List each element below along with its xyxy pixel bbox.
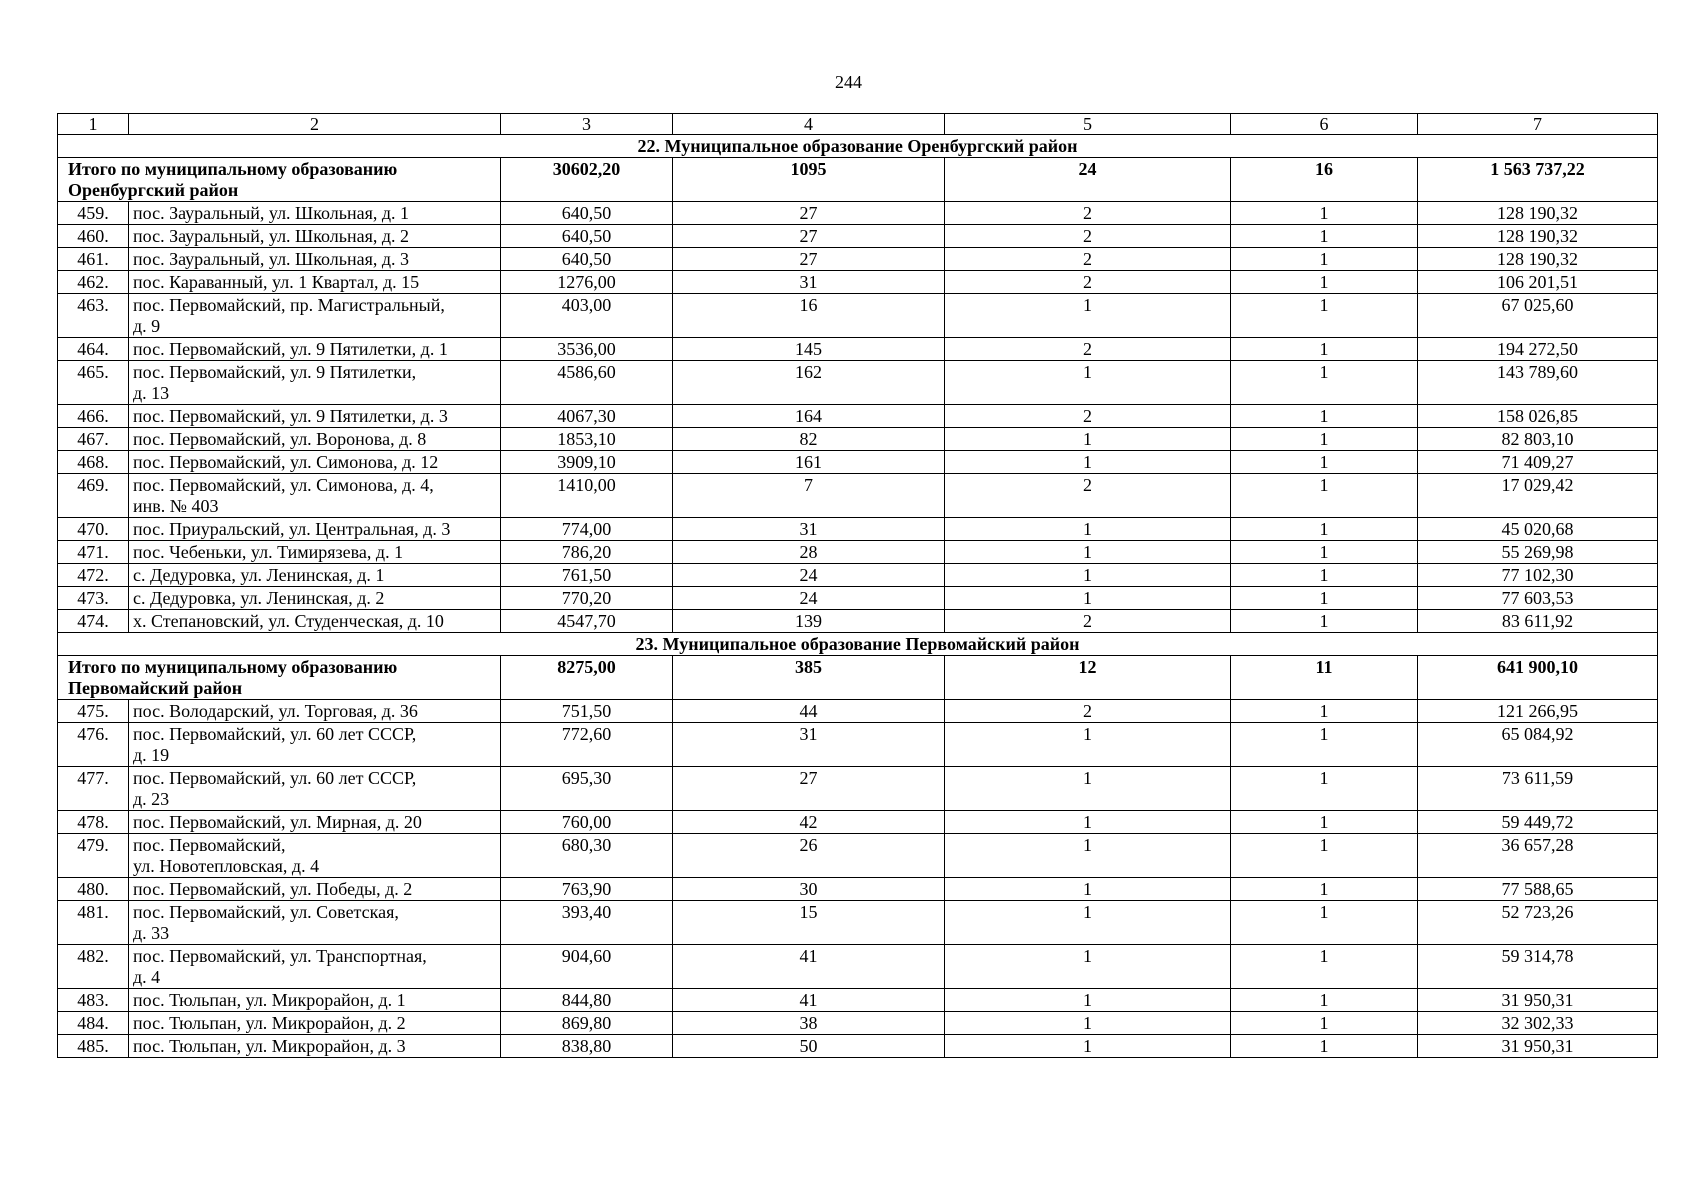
row-c5: 1 — [945, 723, 1231, 767]
row-c4: 27 — [673, 225, 945, 248]
row-address-line1: пос. Первомайский, ул. 60 лет СССР, — [133, 768, 417, 788]
row-c3: 4586,60 — [501, 361, 673, 405]
row-address — [129, 767, 501, 811]
table-row — [58, 811, 1658, 834]
row-address-line1: пос. Первомайский, пр. Магистральный, — [133, 295, 445, 315]
row-c5: 1 — [945, 294, 1231, 338]
table-row — [58, 225, 1658, 248]
row-number: 472. — [58, 564, 129, 587]
row-number: 477. — [58, 767, 129, 811]
row-c4: 31 — [673, 723, 945, 767]
row-address — [129, 564, 501, 587]
row-c7: 121 266,95 — [1418, 700, 1658, 723]
table-row — [58, 541, 1658, 564]
row-c5: 1 — [945, 541, 1231, 564]
row-c7: 71 409,27 — [1418, 451, 1658, 474]
row-c4: 161 — [673, 451, 945, 474]
row-c5: 1 — [945, 451, 1231, 474]
row-address-line1: пос. Зауральный, ул. Школьная, д. 2 — [133, 226, 410, 246]
row-c6: 1 — [1231, 248, 1418, 271]
section-header-row — [58, 135, 1658, 158]
row-c7: 31 950,31 — [1418, 989, 1658, 1012]
row-number: 469. — [58, 474, 129, 518]
row-c6: 1 — [1231, 834, 1418, 878]
table-row — [58, 428, 1658, 451]
row-c6: 1 — [1231, 338, 1418, 361]
row-address — [129, 587, 501, 610]
row-c4: 27 — [673, 202, 945, 225]
table-row — [58, 451, 1658, 474]
row-c6: 1 — [1231, 1035, 1418, 1058]
row-number: 478. — [58, 811, 129, 834]
row-c4: 164 — [673, 405, 945, 428]
row-c5: 1 — [945, 767, 1231, 811]
row-c5: 1 — [945, 1012, 1231, 1035]
row-c6: 1 — [1231, 989, 1418, 1012]
total-c4: 385 — [673, 656, 945, 700]
row-c5: 1 — [945, 361, 1231, 405]
row-c7: 77 603,53 — [1418, 587, 1658, 610]
row-address-line1: пос. Чебеньки, ул. Тимирязева, д. 1 — [133, 542, 404, 562]
section-title: 22. Муниципальное образование Оренбургский район — [58, 135, 1658, 158]
row-address-line2: ул. Новотепловская, д. 4 — [133, 856, 320, 876]
row-number: 465. — [58, 361, 129, 405]
row-c5: 2 — [945, 474, 1231, 518]
row-c5: 1 — [945, 989, 1231, 1012]
row-c7: 143 789,60 — [1418, 361, 1658, 405]
row-c3: 403,00 — [501, 294, 673, 338]
row-number: 459. — [58, 202, 129, 225]
row-c6: 1 — [1231, 518, 1418, 541]
row-c3: 4547,70 — [501, 610, 673, 633]
row-c5: 1 — [945, 587, 1231, 610]
row-c3: 680,30 — [501, 834, 673, 878]
row-number: 471. — [58, 541, 129, 564]
row-address-line1: пос. Первомайский, ул. Симонова, д. 12 — [133, 452, 439, 472]
total-c6: 16 — [1231, 158, 1418, 202]
row-c7: 67 025,60 — [1418, 294, 1658, 338]
row-c4: 26 — [673, 834, 945, 878]
row-address-line1: пос. Тюльпан, ул. Микрорайон, д. 2 — [133, 1013, 406, 1033]
table-row — [58, 700, 1658, 723]
row-c6: 1 — [1231, 294, 1418, 338]
row-c3: 4067,30 — [501, 405, 673, 428]
section-total-row — [58, 158, 1658, 202]
row-c4: 82 — [673, 428, 945, 451]
row-address-line1: пос. Первомайский, ул. Воронова, д. 8 — [133, 429, 427, 449]
row-address — [129, 428, 501, 451]
row-c6: 1 — [1231, 723, 1418, 767]
section-header-row — [58, 633, 1658, 656]
row-c3: 1853,10 — [501, 428, 673, 451]
row-address-line2: инв. № 403 — [133, 496, 219, 516]
row-c4: 31 — [673, 271, 945, 294]
row-c7: 77 102,30 — [1418, 564, 1658, 587]
row-address-line1: пос. Володарский, ул. Торговая, д. 36 — [133, 701, 418, 721]
total-c6: 11 — [1231, 656, 1418, 700]
row-number: 473. — [58, 587, 129, 610]
row-c4: 38 — [673, 1012, 945, 1035]
row-c3: 774,00 — [501, 518, 673, 541]
table-row — [58, 338, 1658, 361]
data-table — [57, 113, 1658, 1058]
row-c3: 640,50 — [501, 248, 673, 271]
row-c3: 695,30 — [501, 767, 673, 811]
row-number: 474. — [58, 610, 129, 633]
total-c3: 8275,00 — [501, 656, 673, 700]
row-c6: 1 — [1231, 901, 1418, 945]
row-c3: 1410,00 — [501, 474, 673, 518]
row-c6: 1 — [1231, 878, 1418, 901]
row-c6: 1 — [1231, 361, 1418, 405]
row-number: 463. — [58, 294, 129, 338]
table-row — [58, 723, 1658, 767]
column-number-1: 1 — [58, 114, 129, 135]
row-c7: 55 269,98 — [1418, 541, 1658, 564]
row-c7: 128 190,32 — [1418, 202, 1658, 225]
row-c7: 31 950,31 — [1418, 1035, 1658, 1058]
row-c6: 1 — [1231, 1012, 1418, 1035]
row-c4: 27 — [673, 248, 945, 271]
row-number: 468. — [58, 451, 129, 474]
row-c7: 82 803,10 — [1418, 428, 1658, 451]
section-total-row — [58, 656, 1658, 700]
total-c4: 1095 — [673, 158, 945, 202]
row-address — [129, 541, 501, 564]
row-c5: 1 — [945, 834, 1231, 878]
row-c7: 36 657,28 — [1418, 834, 1658, 878]
row-c3: 761,50 — [501, 564, 673, 587]
table-row — [58, 945, 1658, 989]
row-address-line1: пос. Тюльпан, ул. Микрорайон, д. 3 — [133, 1036, 406, 1056]
row-address-line1: пос. Зауральный, ул. Школьная, д. 1 — [133, 203, 410, 223]
row-address-line1: с. Дедуровка, ул. Ленинская, д. 2 — [133, 588, 385, 608]
table-row — [58, 834, 1658, 878]
row-number: 482. — [58, 945, 129, 989]
total-label — [58, 158, 501, 202]
row-c7: 194 272,50 — [1418, 338, 1658, 361]
row-c4: 139 — [673, 610, 945, 633]
row-c4: 24 — [673, 587, 945, 610]
row-c5: 1 — [945, 1035, 1231, 1058]
column-number-5: 5 — [945, 114, 1231, 135]
table-row — [58, 1012, 1658, 1035]
row-address — [129, 700, 501, 723]
row-c5: 2 — [945, 225, 1231, 248]
row-c4: 31 — [673, 518, 945, 541]
row-c4: 50 — [673, 1035, 945, 1058]
row-c3: 3909,10 — [501, 451, 673, 474]
row-number: 462. — [58, 271, 129, 294]
row-c4: 27 — [673, 767, 945, 811]
row-number: 460. — [58, 225, 129, 248]
row-c7: 52 723,26 — [1418, 901, 1658, 945]
row-address — [129, 225, 501, 248]
table-row — [58, 202, 1658, 225]
row-number: 464. — [58, 338, 129, 361]
row-number: 484. — [58, 1012, 129, 1035]
table-row — [58, 248, 1658, 271]
row-address — [129, 878, 501, 901]
row-c4: 7 — [673, 474, 945, 518]
row-c6: 1 — [1231, 564, 1418, 587]
row-c3: 640,50 — [501, 202, 673, 225]
row-address — [129, 451, 501, 474]
row-number: 483. — [58, 989, 129, 1012]
table-row — [58, 405, 1658, 428]
row-c6: 1 — [1231, 945, 1418, 989]
row-c7: 73 611,59 — [1418, 767, 1658, 811]
section-title: 23. Муниципальное образование Первомайский район — [58, 633, 1658, 656]
row-address-line1: пос. Приуральский, ул. Центральная, д. 3 — [133, 519, 451, 539]
row-c4: 41 — [673, 989, 945, 1012]
table-row — [58, 878, 1658, 901]
row-address — [129, 610, 501, 633]
row-c4: 44 — [673, 700, 945, 723]
row-c3: 786,20 — [501, 541, 673, 564]
row-address — [129, 474, 501, 518]
row-c7: 59 314,78 — [1418, 945, 1658, 989]
total-label-line1: Итого по муниципальному образованию — [68, 159, 398, 179]
table-row — [58, 901, 1658, 945]
row-address — [129, 518, 501, 541]
row-c6: 1 — [1231, 202, 1418, 225]
row-c7: 106 201,51 — [1418, 271, 1658, 294]
row-c6: 1 — [1231, 700, 1418, 723]
row-c3: 844,80 — [501, 989, 673, 1012]
row-c6: 1 — [1231, 811, 1418, 834]
row-c5: 1 — [945, 811, 1231, 834]
total-c7: 1 563 737,22 — [1418, 158, 1658, 202]
table-row — [58, 518, 1658, 541]
row-c7: 17 029,42 — [1418, 474, 1658, 518]
row-c6: 1 — [1231, 405, 1418, 428]
row-address — [129, 834, 501, 878]
row-c5: 1 — [945, 945, 1231, 989]
row-c6: 1 — [1231, 225, 1418, 248]
total-label-line2: Первомайский район — [68, 678, 243, 698]
total-c7: 641 900,10 — [1418, 656, 1658, 700]
row-c5: 2 — [945, 248, 1231, 271]
row-c4: 24 — [673, 564, 945, 587]
row-address-line2: д. 19 — [133, 745, 170, 765]
row-address — [129, 945, 501, 989]
row-c4: 28 — [673, 541, 945, 564]
total-c3: 30602,20 — [501, 158, 673, 202]
row-number: 466. — [58, 405, 129, 428]
column-number-row — [58, 114, 1658, 135]
row-c5: 2 — [945, 271, 1231, 294]
row-c4: 16 — [673, 294, 945, 338]
row-number: 485. — [58, 1035, 129, 1058]
row-address — [129, 811, 501, 834]
row-c5: 1 — [945, 901, 1231, 945]
row-number: 479. — [58, 834, 129, 878]
row-c3: 393,40 — [501, 901, 673, 945]
row-address-line1: пос. Первомайский, ул. 9 Пятилетки, д. 3 — [133, 406, 448, 426]
row-c6: 1 — [1231, 767, 1418, 811]
row-c3: 772,60 — [501, 723, 673, 767]
row-c7: 128 190,32 — [1418, 248, 1658, 271]
row-address-line1: пос. Зауральный, ул. Школьная, д. 3 — [133, 249, 410, 269]
row-address-line1: пос. Первомайский, ул. Советская, — [133, 902, 399, 922]
row-c5: 1 — [945, 564, 1231, 587]
total-label — [58, 656, 501, 700]
row-address-line2: д. 13 — [133, 383, 170, 403]
row-c3: 869,80 — [501, 1012, 673, 1035]
row-c7: 77 588,65 — [1418, 878, 1658, 901]
row-address — [129, 271, 501, 294]
row-c5: 2 — [945, 338, 1231, 361]
row-c3: 3536,00 — [501, 338, 673, 361]
row-address-line1: пос. Тюльпан, ул. Микрорайон, д. 1 — [133, 990, 406, 1010]
row-c3: 760,00 — [501, 811, 673, 834]
row-c6: 1 — [1231, 474, 1418, 518]
table-row — [58, 564, 1658, 587]
column-number-2: 2 — [129, 114, 501, 135]
row-c5: 2 — [945, 202, 1231, 225]
row-number: 461. — [58, 248, 129, 271]
row-address-line1: с. Дедуровка, ул. Ленинская, д. 1 — [133, 565, 385, 585]
row-c5: 2 — [945, 610, 1231, 633]
table-row — [58, 587, 1658, 610]
row-c5: 1 — [945, 518, 1231, 541]
row-c3: 763,90 — [501, 878, 673, 901]
row-address-line2: д. 4 — [133, 967, 161, 987]
row-c7: 158 026,85 — [1418, 405, 1658, 428]
row-address — [129, 1012, 501, 1035]
row-c6: 1 — [1231, 610, 1418, 633]
row-number: 480. — [58, 878, 129, 901]
row-number: 481. — [58, 901, 129, 945]
total-c5: 12 — [945, 656, 1231, 700]
row-c5: 1 — [945, 878, 1231, 901]
row-c6: 1 — [1231, 541, 1418, 564]
table-row — [58, 294, 1658, 338]
row-address-line1: пос. Первомайский, — [133, 835, 286, 855]
row-c7: 128 190,32 — [1418, 225, 1658, 248]
row-c3: 1276,00 — [501, 271, 673, 294]
row-c4: 15 — [673, 901, 945, 945]
row-c6: 1 — [1231, 587, 1418, 610]
column-number-3: 3 — [501, 114, 673, 135]
row-number: 470. — [58, 518, 129, 541]
row-address — [129, 901, 501, 945]
row-c7: 32 302,33 — [1418, 1012, 1658, 1035]
row-c3: 838,80 — [501, 1035, 673, 1058]
row-address — [129, 989, 501, 1012]
row-c6: 1 — [1231, 451, 1418, 474]
row-address-line1: пос. Караванный, ул. 1 Квартал, д. 15 — [133, 272, 420, 292]
row-address-line1: пос. Первомайский, ул. Победы, д. 2 — [133, 879, 413, 899]
row-c4: 41 — [673, 945, 945, 989]
row-c5: 1 — [945, 428, 1231, 451]
total-c5: 24 — [945, 158, 1231, 202]
table-row — [58, 361, 1658, 405]
row-address — [129, 723, 501, 767]
row-address — [129, 338, 501, 361]
column-number-7: 7 — [1418, 114, 1658, 135]
row-c3: 770,20 — [501, 587, 673, 610]
row-address — [129, 361, 501, 405]
row-c6: 1 — [1231, 271, 1418, 294]
table-row — [58, 610, 1658, 633]
row-c5: 2 — [945, 405, 1231, 428]
row-c4: 162 — [673, 361, 945, 405]
table-row — [58, 474, 1658, 518]
row-address-line2: д. 23 — [133, 789, 170, 809]
row-address — [129, 294, 501, 338]
row-address-line1: пос. Первомайский, ул. 60 лет СССР, — [133, 724, 417, 744]
row-address — [129, 248, 501, 271]
row-c4: 42 — [673, 811, 945, 834]
row-address-line2: д. 9 — [133, 316, 161, 336]
table-row — [58, 989, 1658, 1012]
row-c7: 59 449,72 — [1418, 811, 1658, 834]
row-number: 476. — [58, 723, 129, 767]
total-label-line2: Оренбургский район — [68, 180, 239, 200]
row-c3: 640,50 — [501, 225, 673, 248]
row-address — [129, 405, 501, 428]
column-number-4: 4 — [673, 114, 945, 135]
table-row — [58, 1035, 1658, 1058]
row-c4: 30 — [673, 878, 945, 901]
row-address-line1: пос. Первомайский, ул. 9 Пятилетки, — [133, 362, 417, 382]
row-address-line2: д. 33 — [133, 923, 170, 943]
row-c6: 1 — [1231, 428, 1418, 451]
column-number-6: 6 — [1231, 114, 1418, 135]
row-c4: 145 — [673, 338, 945, 361]
table-row — [58, 271, 1658, 294]
row-number: 467. — [58, 428, 129, 451]
row-address-line1: пос. Первомайский, ул. Мирная, д. 20 — [133, 812, 422, 832]
page-number: 244 — [835, 72, 862, 92]
row-c7: 45 020,68 — [1418, 518, 1658, 541]
row-address — [129, 1035, 501, 1058]
row-address-line1: пос. Первомайский, ул. Симонова, д. 4, — [133, 475, 434, 495]
table-row — [58, 767, 1658, 811]
row-address-line1: пос. Первомайский, ул. Транспортная, — [133, 946, 427, 966]
row-address-line1: пос. Первомайский, ул. 9 Пятилетки, д. 1 — [133, 339, 448, 359]
total-label-line1: Итого по муниципальному образованию — [68, 657, 398, 677]
row-c7: 65 084,92 — [1418, 723, 1658, 767]
row-number: 475. — [58, 700, 129, 723]
row-c3: 751,50 — [501, 700, 673, 723]
row-address — [129, 202, 501, 225]
row-address-line1: х. Степановский, ул. Студенческая, д. 10 — [133, 611, 444, 631]
row-c5: 2 — [945, 700, 1231, 723]
row-c3: 904,60 — [501, 945, 673, 989]
row-c7: 83 611,92 — [1418, 610, 1658, 633]
